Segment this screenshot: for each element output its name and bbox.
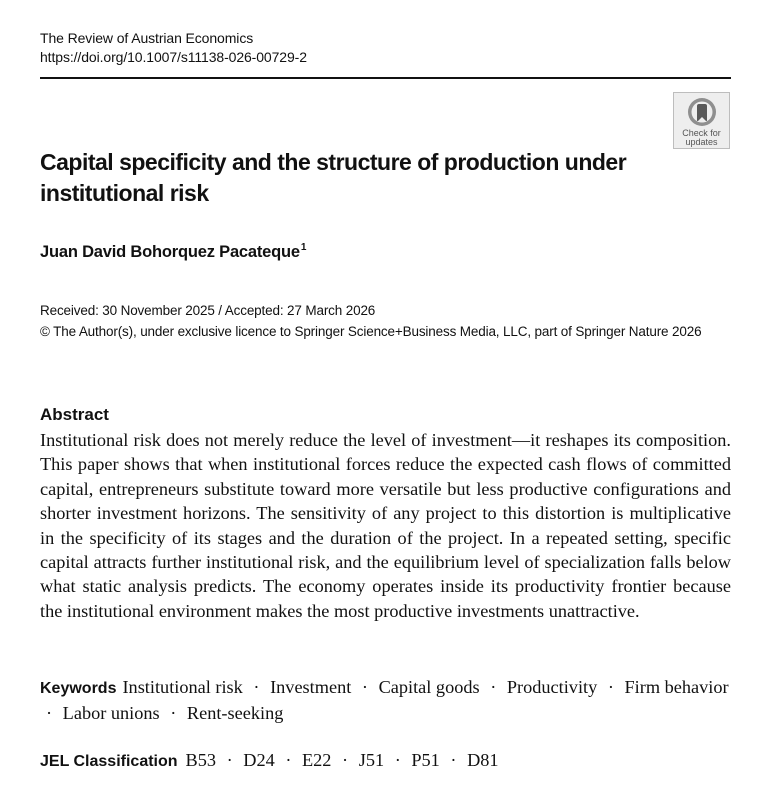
journal-name: The Review of Austrian Economics [40,30,254,46]
keywords-section [40,675,730,726]
abstract-heading: Abstract [40,405,109,424]
affiliation-mark[interactable]: 1 [300,242,307,253]
keyword-item: Investment [270,677,352,697]
list-separator: · [607,677,614,697]
jel-code: E22 [302,750,332,770]
check-for-updates-badge[interactable] [673,92,730,149]
doi-link[interactable]: https://doi.org/10.1007/s11138-026-00729-2 [40,49,307,65]
keyword-item: Rent-seeking [186,703,284,724]
jel-code: B53 [185,750,217,770]
crossmark-icon [686,96,718,128]
list-separator: · [342,750,349,770]
jel-label: JEL Classification [40,753,178,770]
received-accepted-dates: Received: 30 November 2025 / Accepted: 27 March 2026 [40,303,376,318]
list-separator: · [490,677,497,697]
keyword-item: Capital goods [378,677,480,697]
check-for-updates-label: Check for updates [682,128,721,147]
abstract-text: Institutional risk does not merely reduce the level of investment—it reshapes its composition. This paper shows that when institutional forces reduce the expected cash flows of committed capital, entrepreneurs substitute toward more versatile but less productive configurations and shorter investment horizons. The sensitivity of any project to this distortion is multiplicative in the specificity of its stages and the duration of the project. In a repeated setting, specific capital attracts further institutional risk, and the equilibrium level of specialization falls below what static analysis predicts. The economy operates inside its productivity frontier because the institutional environment makes the most productive investments unattractive. [40,430,731,621]
jel-section [40,748,499,774]
jel-code: P51 [411,750,440,770]
keyword-item: Labor unions [62,703,160,724]
jel-code: J51 [358,750,385,770]
keywords-list [40,677,729,723]
copyright-notice: © The Author(s), under exclusive licence to Springer Science+Business Media, LLC, part of Springer Nature 2026 [40,324,702,339]
article-title: Capital specificity and the structure of production under institutional risk [40,149,627,206]
author-name[interactable]: Juan David Bohorquez Pacateque [40,243,300,261]
header-rule [40,77,731,79]
list-separator: · [361,677,368,697]
keyword-item: Firm behavior [624,677,729,697]
keyword-item: Productivity [506,677,598,697]
jel-list [186,750,499,770]
list-separator: · [170,703,177,724]
jel-code: D81 [467,750,499,770]
list-separator: · [394,750,401,770]
list-separator: · [226,750,233,770]
keyword-item: Institutional risk [122,677,243,697]
list-separator: · [450,750,457,770]
list-separator: · [285,750,292,770]
keywords-label: Keywords [40,680,117,697]
list-separator: · [253,677,260,697]
jel-code: D24 [243,750,275,770]
author-line [40,242,306,262]
list-separator: · [46,703,53,724]
